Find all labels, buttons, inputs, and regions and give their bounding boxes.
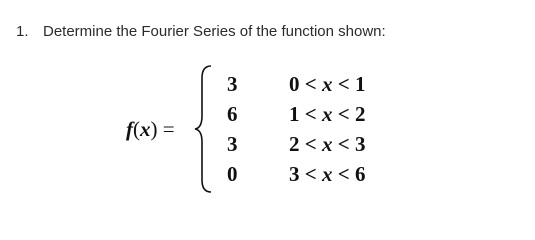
function-name: f: [126, 117, 133, 141]
condition-upper: 3: [354, 132, 366, 156]
function-lhs: f(x) =: [126, 117, 175, 141]
condition-lower: 2: [289, 132, 300, 156]
piece-value: 3: [227, 132, 238, 156]
piece-value: 6: [227, 102, 238, 126]
condition-lower: 3: [289, 162, 300, 186]
piece-values: [227, 69, 257, 189]
piece-conditions: [289, 69, 365, 189]
condition-variable: x: [321, 72, 333, 96]
piece-condition: 3 < x < 6: [289, 162, 366, 186]
piece-condition: 1 < x < 2: [289, 102, 366, 126]
condition-lower: 1: [289, 102, 300, 126]
condition-upper: 2: [354, 102, 366, 126]
condition-variable: x: [321, 162, 333, 186]
question-number: 1.: [16, 23, 29, 40]
condition-lower: 0: [289, 72, 300, 96]
piece-condition: 0 < x < 1: [289, 72, 366, 96]
function-argument: x: [140, 117, 151, 141]
question-text: Determine the Fourier Series of the function shown:: [43, 23, 386, 40]
condition-variable: x: [321, 102, 333, 126]
condition-upper: 1: [354, 72, 366, 96]
question-prompt: [16, 22, 386, 42]
piece-value: 3: [227, 72, 238, 96]
condition-upper: 6: [354, 162, 366, 186]
piece-value: 0: [227, 162, 238, 186]
piece-condition: 2 < x < 3: [289, 132, 366, 156]
left-brace: [194, 64, 214, 194]
condition-variable: x: [321, 132, 333, 156]
